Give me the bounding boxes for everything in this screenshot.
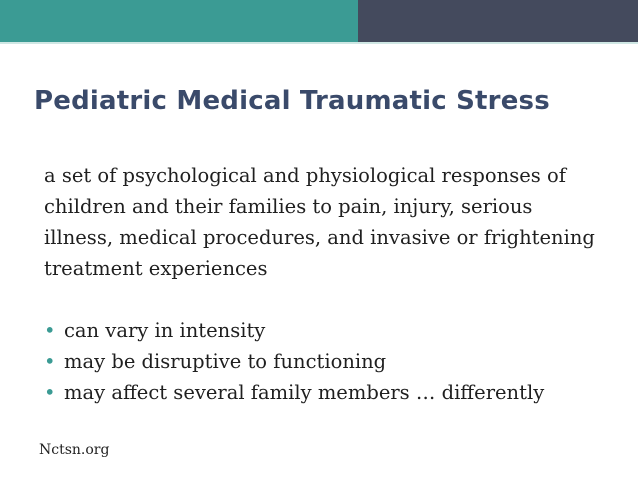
bullet-text: may affect several family members … differently bbox=[64, 381, 545, 404]
definition-text: a set of psychological and physiological responses of children and their families to pain, injury, serious illness, medical procedures, and invasive or frightening treatment experiences bbox=[44, 164, 595, 280]
slide-title: Pediatric Medical Traumatic Stress bbox=[34, 86, 550, 116]
bullet-item bbox=[44, 315, 544, 346]
bullet-text: may be disruptive to functioning bbox=[64, 350, 387, 373]
header-band-underline bbox=[0, 42, 638, 44]
bullet-list bbox=[44, 315, 544, 408]
bullet-text: can vary in intensity bbox=[64, 319, 266, 342]
bullet-icon: • bbox=[44, 350, 56, 373]
bullet-icon: • bbox=[44, 381, 56, 404]
bullet-item bbox=[44, 346, 544, 377]
source-citation: Nctsn.org bbox=[39, 442, 110, 458]
bullet-icon: • bbox=[44, 319, 56, 342]
bullet-item bbox=[44, 377, 544, 408]
header-band-accent bbox=[358, 0, 638, 42]
